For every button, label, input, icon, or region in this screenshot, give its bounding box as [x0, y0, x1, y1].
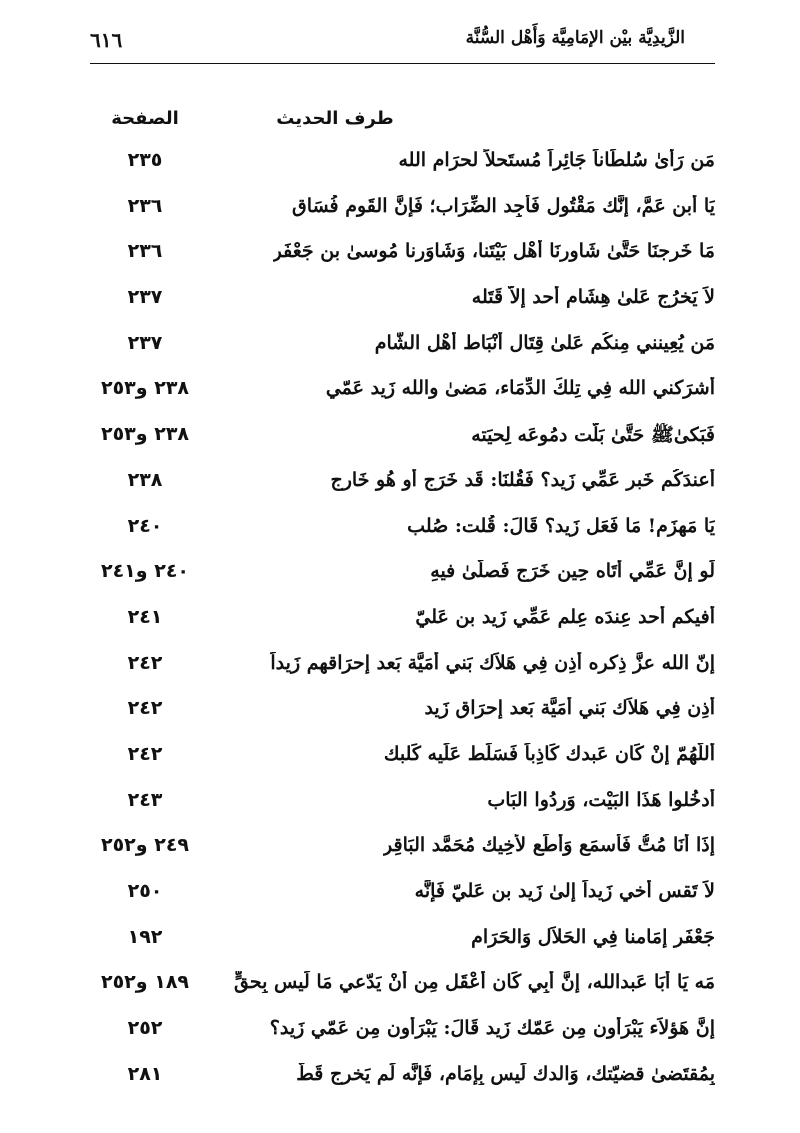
hadith-start-text: لاَ يَخرُج عَلىٰ هِشَام أحد إلاَّ قَتَله — [471, 286, 715, 309]
hadith-start-text: مَن يُعِينني مِنكُم عَلىٰ قِتَال أَنْبَاط أَهْل الشَّام — [374, 331, 715, 354]
hadith-start-text: أعندَكُم خَبر عَمِّي زَيد؟ فَقُلنَا: قَد خَرَج أو هُو خَارج — [330, 468, 715, 491]
page-reference: ٢٤١ — [127, 605, 163, 628]
hadith-start-text: بِمُقتَضىٰ قضيّتك، وَالدك لَيس بِإمَام، فَإنَّه لَم يَخرج قَطّ — [296, 1062, 715, 1085]
page-reference: ٢٤٩ و٢٥٢ — [100, 834, 190, 857]
table-row — [90, 783, 715, 829]
page-reference: ٢٣٧ — [127, 286, 163, 309]
page-reference: ٢٣٨ و٢٥٣ — [100, 423, 190, 446]
running-header — [90, 22, 685, 56]
table-row — [90, 554, 715, 600]
page-number: ٦١٦ — [90, 28, 123, 52]
hadith-start-text: مَن رَأَىٰ سُلطَاناً جَائِراً مُستَحلاً لحرَام الله — [398, 149, 715, 171]
hadith-start-text: يَا مَهزَم! مَا فَعَل زَيد؟ قَالَ: قُلت: صُلب — [407, 514, 715, 537]
header-rule — [90, 63, 715, 64]
running-title: الزَّيدِيَّة بيْن الإمَامِيَّة وَأَهْل السُّنَّة — [465, 28, 685, 48]
hadith-start-text: جَعْفَر إمَامنا فِي الحَلاَل وَالحَرَام — [471, 925, 715, 948]
table-row — [90, 691, 715, 737]
hadith-start-text: مَا خَرجنَا حَتَّىٰ شَاورنَا أَهْل بَيْتَنا، وَشَاوَرنا مُوسىٰ بن جَعْفَر — [272, 240, 715, 263]
hadith-start-text: أشرَكني الله فِي تِلكَ الدِّمَاء، مَضىٰ والله زَيد عَمّي — [325, 377, 715, 400]
table-row — [90, 371, 715, 417]
hadith-start-text: إذَا أَنَا مُتُّ فَأَسمَع وَأَطَع لأَخِيك مُحَمَّد البَاقِر — [383, 834, 715, 857]
page-reference: ٢٥٠ — [127, 880, 163, 902]
table-row — [90, 326, 715, 372]
table-row — [90, 280, 715, 326]
table-row — [90, 189, 715, 235]
table-row — [90, 737, 715, 783]
page-reference: ٢٣٦ — [127, 194, 163, 217]
hadith-start-text: إنَّ هَؤلاَء يَبْرَأون مِن عَمّك زَيد قَالَ: يَبْرَأُون مِن عَمّي زَيد؟ — [269, 1017, 715, 1040]
table-row — [90, 1011, 715, 1057]
hadith-start-text: إنّ الله عزَّ ذِكره أَذِن فِي هَلاَك بَني أُمَيَّة بَعد إحرَاقهم زَيداً — [270, 651, 715, 674]
page-reference: ٢٣٥ — [127, 149, 163, 171]
table-row — [90, 920, 715, 966]
page-reference: ٢٨١ — [127, 1062, 163, 1085]
column-header-page: الصفحة — [111, 108, 179, 129]
page-reference: ٢٣٧ — [127, 331, 163, 354]
column-header-hadith-start: طرف الحديث — [276, 108, 394, 129]
hadith-start-text: لَو إنَّ عَمِّي أَتَاه حِين خَرَج فَصلَّىٰ فيهِ — [430, 560, 715, 583]
hadith-start-text: أدخُلوا هَذَا البَيْت، وَرِدُوا البَاب — [487, 788, 715, 811]
table-row — [90, 646, 715, 692]
table-row — [90, 509, 715, 555]
page-reference: ٢٤٢ — [127, 651, 163, 674]
table-row — [90, 965, 715, 1011]
hadith-start-text: فَبَكىٰﷺ حَتَّىٰ بَلَّت دمُوعَه لِحيَته — [471, 424, 715, 447]
hadith-start-text: لاَ تَقس أَخي زَيداً إِلىٰ زَيد بن عَليّ فَإنَّه — [414, 880, 715, 902]
table-row — [90, 143, 715, 189]
table-row — [90, 600, 715, 646]
hadith-start-text: يَا أبن عَمَّ، إنَّك مَقْتُول فَأَجِد الضِّرَاب؛ فَإِنَّ القَوم فُسَاق — [292, 194, 715, 217]
table-row — [90, 1057, 715, 1103]
page-reference: ٢٣٨ — [127, 468, 163, 491]
page-reference: ٢٣٦ — [127, 240, 163, 263]
table-row — [90, 234, 715, 280]
hadith-start-text: أَذِن فِي هَلاَك بَني أُمَيَّة بَعد إِحرَاق زَيد — [424, 697, 715, 720]
index-table-header — [90, 100, 715, 140]
page-reference: ٢٤٣ — [127, 788, 163, 811]
page-reference: ١٨٩ و٢٥٢ — [100, 971, 190, 994]
table-row — [90, 417, 715, 463]
table-row — [90, 874, 715, 920]
page-reference: ١٩٢ — [127, 925, 163, 948]
index-table-body — [90, 143, 715, 1102]
page-reference: ٢٣٨ و٢٥٣ — [100, 377, 190, 400]
page-reference: ٢٥٢ — [127, 1017, 163, 1040]
page-reference: ٢٤٢ — [127, 697, 163, 720]
table-row — [90, 463, 715, 509]
table-row — [90, 828, 715, 874]
hadith-start-text: أَفيكم أحد عِندَه عِلم عَمِّي زَيد بن عَليّ — [415, 605, 715, 628]
hadith-start-text: مَه يَا أبَا عَبدالله، إنَّ أَبِي كَان أَعْقَل مِن أَنْ يَدّعي مَا لَيس بِحقٍّ — [234, 971, 715, 994]
page-reference: ٢٤٠ — [127, 514, 163, 537]
page-reference: ٢٤٢ — [127, 742, 163, 765]
hadith-start-text: أَللَّهُمّ إنْ كَان عَبدك كَاذِباً فَسَلِّط عَلَيه كَلبك — [383, 742, 715, 765]
page-reference: ٢٤٠ و٢٤١ — [100, 560, 190, 583]
